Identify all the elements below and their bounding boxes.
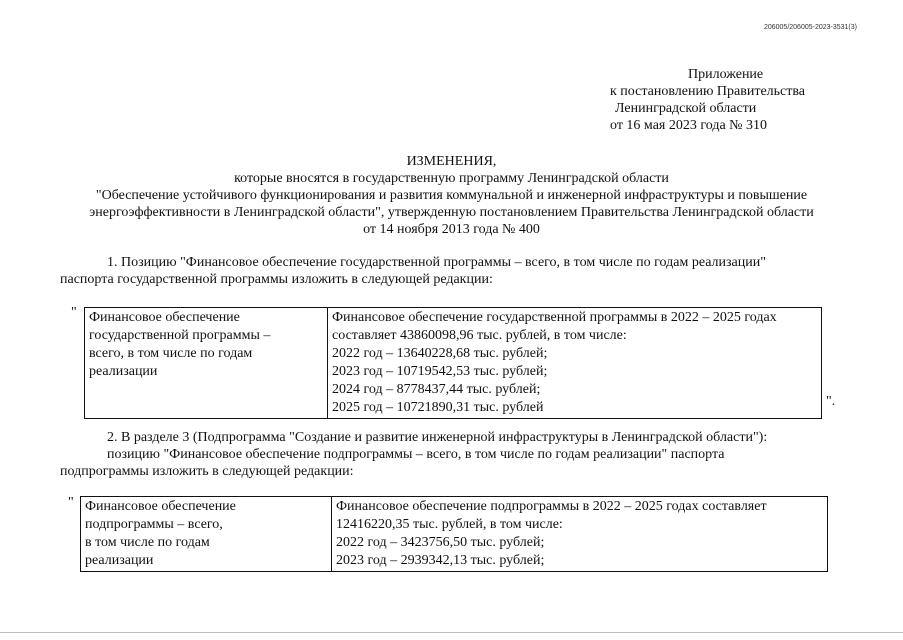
item2-line: 2. В разделе 3 (Подпрограмма "Создание и развитие инженерной инфраструктуры в Ленинградской области"):: [107, 430, 768, 445]
table-value-line: 2022 год – 3423756,50 тыс. рублей;: [336, 535, 545, 550]
item2-line: подпрограммы изложить в следующей редакции:: [60, 464, 354, 479]
table-value-cell: [332, 497, 828, 572]
table-label-cell: [85, 308, 328, 419]
document-id: 206005/206005-2023-3531(3): [763, 24, 857, 31]
table-value-line: Финансовое обеспечение государственной программы в 2022 – 2025 годах: [332, 310, 777, 325]
heading-line: энергоэффективности в Ленинградской области", утвержденную постановлением Правительства Ленинградской области: [89, 205, 814, 220]
table-value-line: 2023 год – 2939342,13 тыс. рублей;: [336, 553, 545, 568]
heading-line: от 14 ноября 2013 года № 400: [363, 222, 540, 237]
heading-title: ИЗМЕНЕНИЯ,: [406, 154, 497, 169]
table-value-line: 12416220,35 тыс. рублей, в том числе:: [336, 517, 563, 532]
table-label-cell: [81, 497, 332, 572]
table-value-line: составляет 43860098,96 тыс. рублей, в том числе:: [332, 328, 627, 343]
appendix-line: Приложение: [688, 67, 764, 82]
appendix-line: к постановлению Правительства: [610, 84, 806, 99]
finance-table-subprogram: [80, 496, 828, 572]
table-value-line: 2023 год – 10719542,53 тыс. рублей;: [332, 364, 548, 379]
table-value-cell: [328, 308, 822, 419]
close-quote: ".: [826, 394, 836, 409]
item1-line: паспорта государственной программы изложить в следующей редакции:: [60, 272, 493, 287]
item1-line: 1. Позицию "Финансовое обеспечение государственной программы – всего, в том числе по годам реализации": [107, 255, 766, 270]
table-value-line: Финансовое обеспечение подпрограммы в 2022 – 2025 годах составляет: [336, 499, 767, 514]
appendix-line: Ленинградской области: [615, 101, 757, 116]
table-label-line: реализации: [89, 364, 158, 379]
table-label-line: Финансовое обеспечение: [89, 310, 240, 325]
table-value-line: 2022 год – 13640228,68 тыс. рублей;: [332, 346, 548, 361]
table-value-line: 2025 год – 10721890,31 тыс. рублей: [332, 400, 544, 415]
table-label-line: всего, в том числе по годам: [89, 346, 253, 361]
appendix-line: от 16 мая 2023 года № 310: [610, 118, 768, 133]
table-value-line: 2024 год – 8778437,44 тыс. рублей;: [332, 382, 541, 397]
table-label-line: государственной программы –: [89, 328, 271, 343]
table-label-line: в том числе по годам: [85, 535, 210, 550]
page-edge-line: [0, 632, 903, 633]
table-label-line: реализации: [85, 553, 154, 568]
open-quote: ": [71, 305, 77, 320]
item2-line: позицию "Финансовое обеспечение подпрограммы – всего, в том числе по годам реализации" паспорта: [107, 447, 725, 462]
heading-line: которые вносятся в государственную программу Ленинградской области: [234, 171, 669, 186]
table-label-line: Финансовое обеспечение: [85, 499, 236, 514]
heading-line: "Обеспечение устойчивого функционирования и развития коммунальной и инженерной инфраструктуры и повышение: [95, 188, 808, 203]
finance-table-program: [84, 307, 822, 419]
table-label-line: подпрограммы – всего,: [85, 517, 223, 532]
open-quote: ": [68, 495, 74, 510]
